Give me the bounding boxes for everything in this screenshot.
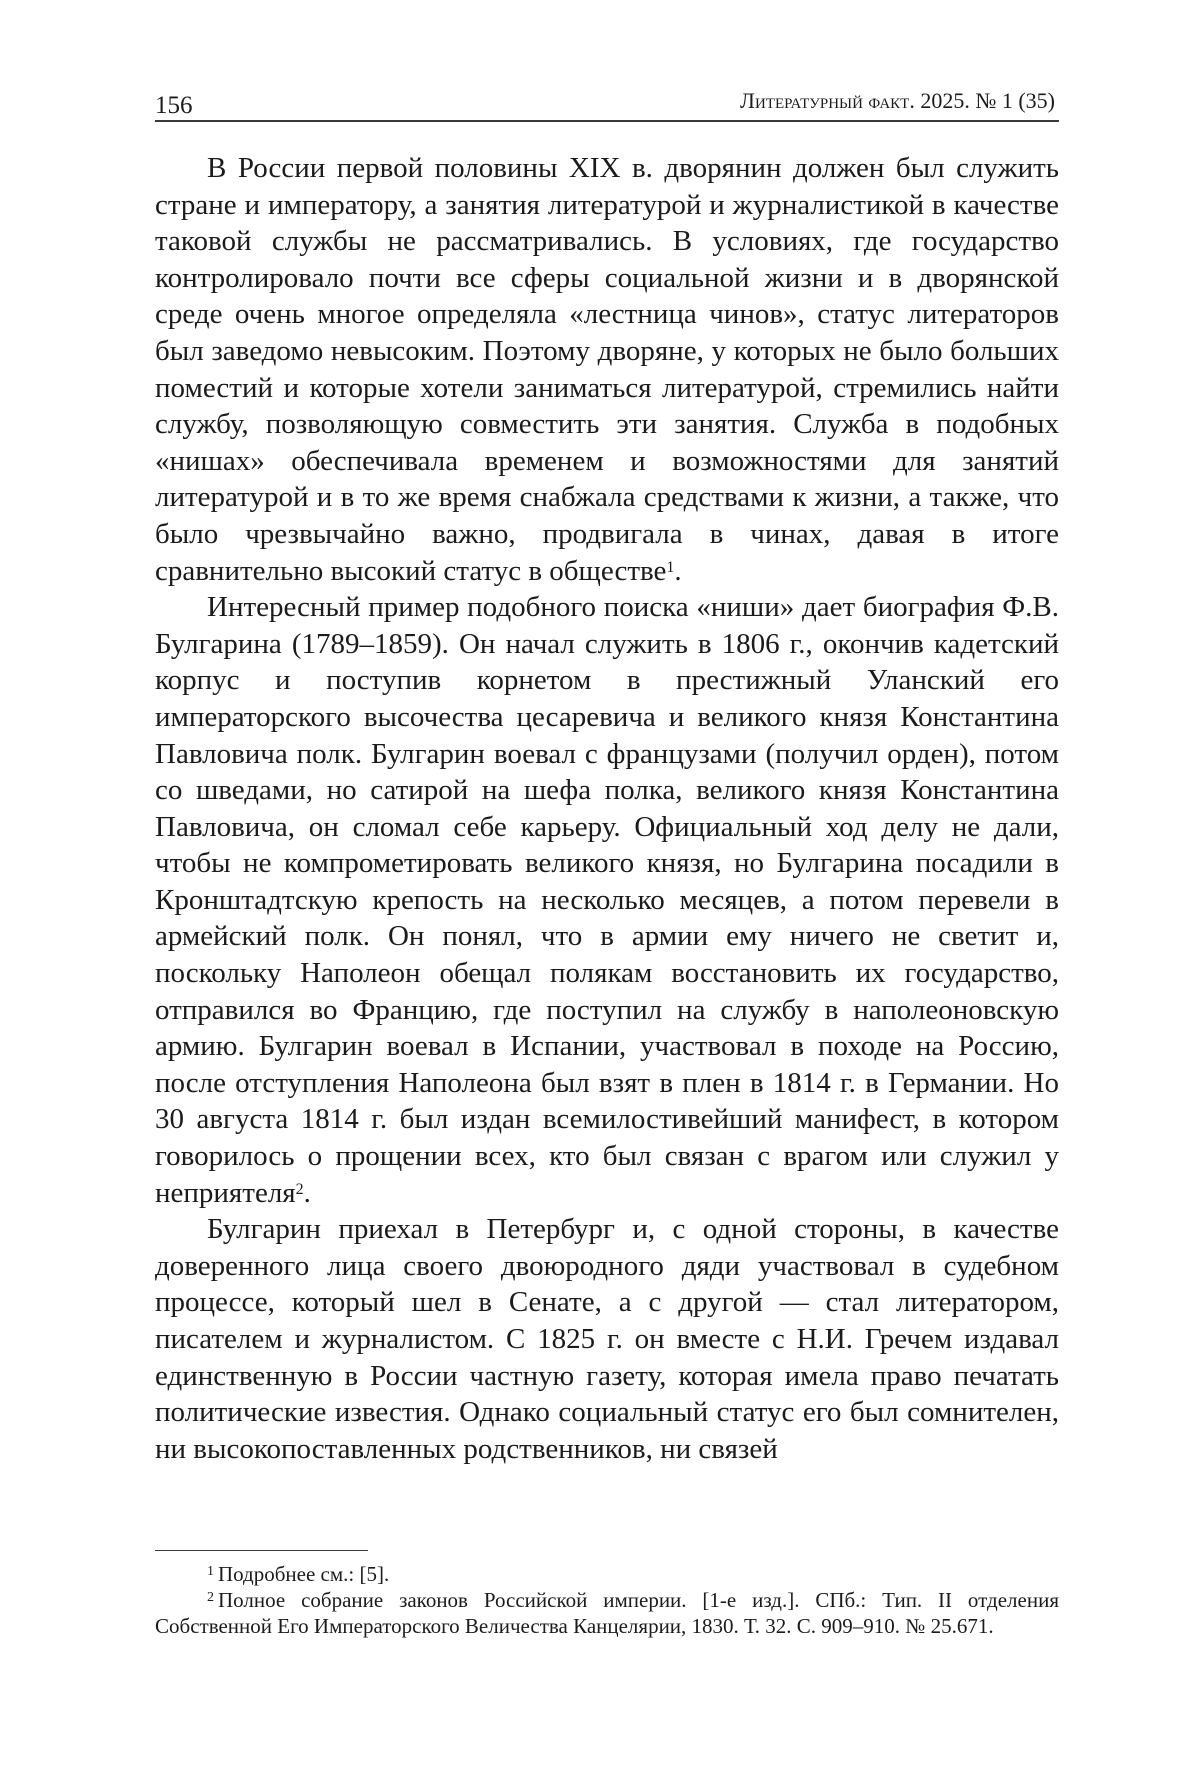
paragraph-text: В России первой половины XIX в. дворянин должен был служить стране и императору, а занятия литературой и журналистикой в качестве таковой службы не рассматривались. В условиях, где государство контролировало почти все сферы социальной жизни и в дворянской среде очень многое определяла «лестница чинов», статус литераторов был заведомо невысоким. Поэтому дворяне, у которых не было больших поместий и которые хотели заниматься литературой, стремились найти службу, позволяющую совместить эти занятия. Служба в подобных «нишах» обеспечивала временем и возможностями для занятий литературой и в то же время снабжала средствами к жизни, а также, что было чрезвычайно важно, продвигала в чинах, давая в итоге сравнительно высокий статус в обществе — [155, 152, 1059, 587]
footnote-ref: 1 — [666, 558, 675, 576]
running-header — [155, 86, 1059, 122]
page-number: 156 — [155, 92, 193, 119]
paragraph-tail: . — [674, 554, 682, 587]
footnote-text: Подробнее см.: [5]. — [218, 1562, 390, 1586]
footnote-number: 1 — [207, 1564, 214, 1579]
footnotes — [155, 1561, 1059, 1639]
footnote-number: 2 — [207, 1590, 214, 1605]
body-text — [155, 150, 1059, 1467]
paragraph — [155, 150, 1059, 589]
journal-issue: . 2025. № 1 (35) — [909, 88, 1055, 113]
paragraph — [155, 1211, 1059, 1467]
paragraph-tail: . — [303, 1176, 311, 1209]
footnote-divider — [155, 1550, 368, 1551]
paragraph-text: Булгарин приехал в Петербург и, с одной стороны, в качестве доверенного лица своего двоюродного дяди участвовал в судебном процессе, который шел в Сенате, а с другой — стал литератором, писателем и журналистом. С 1825 г. он вместе с Н.И. Гречем издавал единственную в России частную газету, которая имела право печатать политические известия. Однако социальный статус его был сомнителен, ни высокопоставленных родственников, ни связей — [155, 1213, 1059, 1465]
paragraph-text: Интересный пример подобного поиска «ниши» дает биография Ф.В. Булгарина (1789–1859). Он начал служить в 1806 г., окончив кадетский корпус и поступив корнетом в престижный Уланский его императорского высочества цесаревича и великого князя Константина Павловича полк. Булгарин воевал с французами (получил орден), потом со шведами, но сатирой на шефа полка, великого князя Константина Павловича, он сломал себе карьеру. Официальный ход делу не дали, чтобы не компрометировать великого князя, но Булгарина посадили в Кронштадтскую крепость на несколько месяцев, а потом перевели в армейский полк. Он понял, что в армии ему ничего не светит и, поскольку Наполеон обещал полякам восстановить их государство, отправился во Францию, где поступил на службу в наполеоновскую армию. Булгарин воевал в Испании, участвовал в походе на Россию, после отступления Наполеона был взят в плен в 1814 г. в Германии. Но 30 августа 1814 г. был издан всемилостивейший манифест, в котором говорилось о прощении всех, кто был связан с врагом или служил у неприятеля — [155, 591, 1059, 1209]
journal-reference — [740, 88, 1055, 114]
footnote — [155, 1587, 1059, 1639]
journal-name: Литературный факт — [740, 88, 910, 113]
footnote — [155, 1561, 1059, 1587]
footnote-text: Полное собрание законов Российской империи. [1-е изд.]. СПб.: Тип. II отделения Собственной Его Императорского Величества Канцелярии, 1830. Т. 32. С. 909–910. № 25.671. — [155, 1588, 1059, 1638]
paragraph — [155, 589, 1059, 1211]
footnote-ref: 2 — [295, 1180, 304, 1198]
